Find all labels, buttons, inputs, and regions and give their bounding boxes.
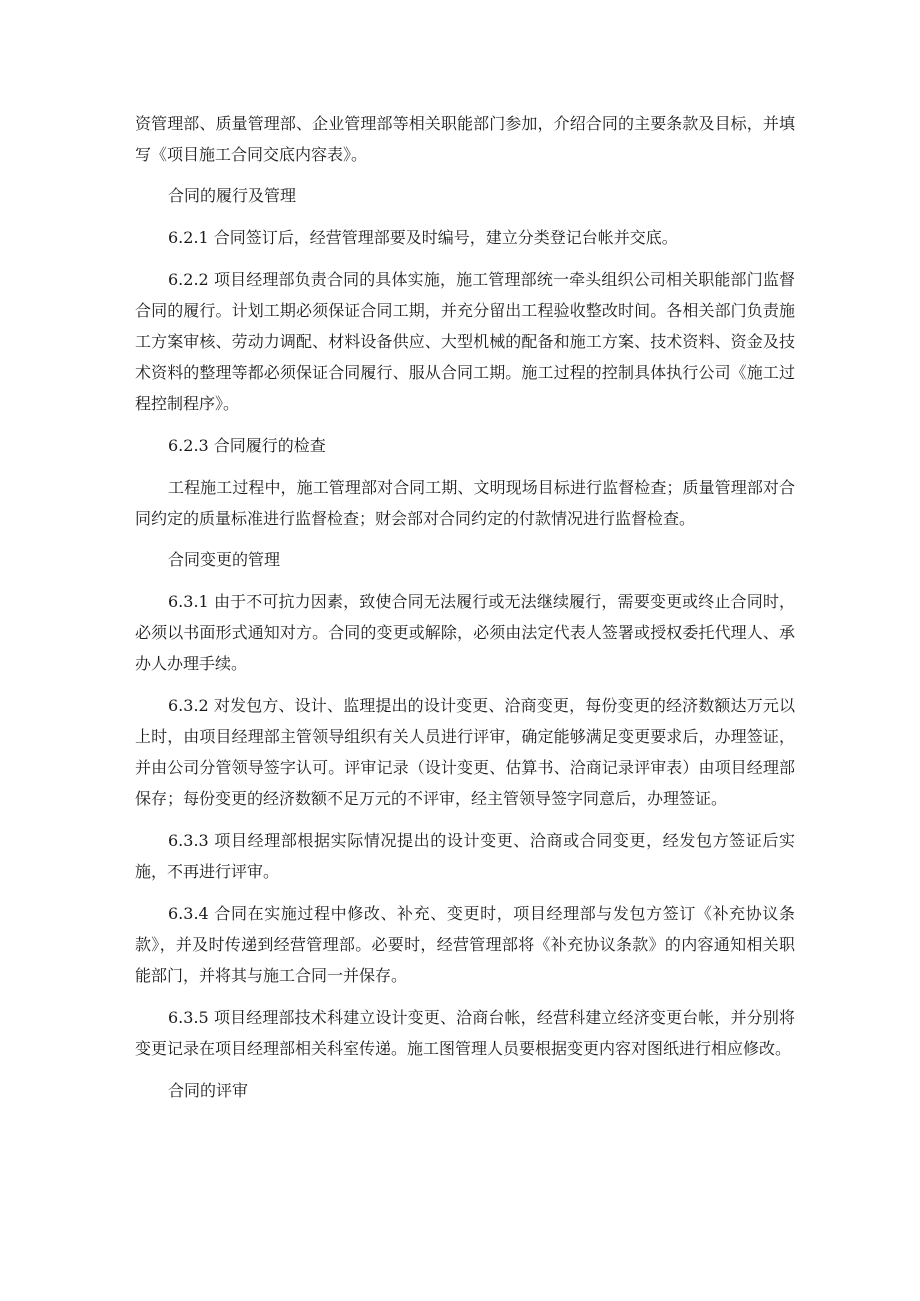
clause-6-2-3-body: 工程施工过程中，施工管理部对合同工期、文明现场目标进行监督检查；质量管理部对合同约定的质量标准进行监督检查；财会部对合同约定的付款情况进行监督检查。 bbox=[135, 478, 795, 528]
section-heading-contract-change: 合同变更的管理 bbox=[168, 550, 281, 569]
paragraph-continuation: 资管理部、质量管理部、企业管理部等相关职能部门参加，介绍合同的主要条款及目标，并填写《项目施工合同交底内容表》。 bbox=[135, 114, 795, 164]
clause-6-2-2: 6.2.2 项目经理部负责合同的具体实施，施工管理部统一牵头组织公司相关职能部门监督合同的履行。计划工期必须保证合同工期，并充分留出工程验收整改时间。各相关部门负责施工方案审核、劳动力调配、材料设备供应、大型机械的配备和施工方案、技术资料、资金及技术资料的整理等都必须保证合同履行、服从合同工期。施工过程的控制具体执行公司《施工过程控制程序》。 bbox=[135, 270, 795, 413]
clause-6-3-1: 6.3.1 由于不可抗力因素，致使合同无法履行或无法继续履行，需要变更或终止合同时，必须以书面形式通知对方。合同的变更或解除，必须由法定代表人签署或授权委托代理人、承办人办理手续。 bbox=[135, 592, 795, 673]
clause-6-3-2: 6.3.2 对发包方、设计、监理提出的设计变更、洽商变更，每份变更的经济数额达万元以上时，由项目经理部主管领导组织有关人员进行评审，确定能够满足变更要求后，办理签证，并由公司分管领导签字认可。评审记录（设计变更、估算书、洽商记录评审表）由项目经理部保存；每份变更的经济数额不足万元的不评审，经主管领导签字同意后，办理签证。 bbox=[135, 696, 795, 808]
document-body bbox=[135, 108, 795, 1106]
clause-6-2-3-heading: 6.2.3 合同履行的检查 bbox=[168, 436, 326, 455]
clause-6-2-1: 6.2.1 合同签订后，经营管理部要及时编号，建立分类登记台帐并交底。 bbox=[168, 228, 678, 247]
clause-6-3-5: 6.3.5 项目经理部技术科建立设计变更、洽商台帐，经营科建立经济变更台帐，并分别将变更记录在项目经理部相关科室传递。施工图管理人员要根据变更内容对图纸进行相应修改。 bbox=[135, 1008, 795, 1058]
clause-6-3-3: 6.3.3 项目经理部根据实际情况提出的设计变更、洽商或合同变更，经发包方签证后实施，不再进行评审。 bbox=[135, 831, 795, 881]
clause-6-3-4: 6.3.4 合同在实施过程中修改、补充、变更时，项目经理部与发包方签订《补充协议条款》，并及时传递到经营管理部。必要时，经营管理部将《补充协议条款》的内容通知相关职能部门，并将其与施工合同一并保存。 bbox=[135, 904, 795, 985]
section-heading-contract-performance: 合同的履行及管理 bbox=[168, 186, 297, 205]
section-heading-contract-review: 合同的评审 bbox=[168, 1081, 249, 1100]
